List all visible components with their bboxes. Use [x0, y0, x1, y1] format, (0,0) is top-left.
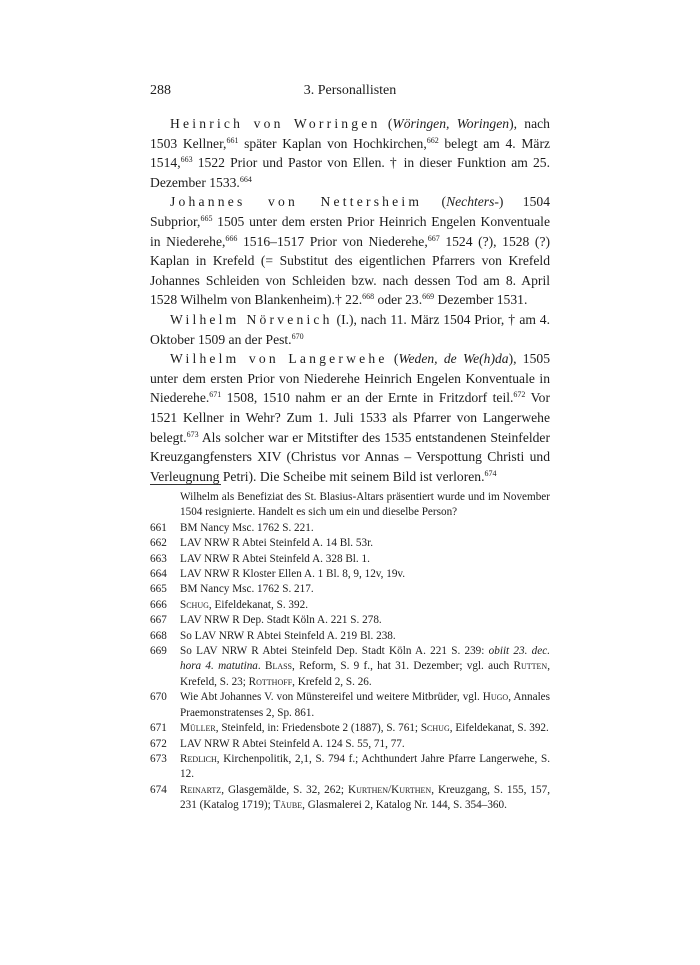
footnote-ref: 667	[427, 233, 440, 243]
footnote-672	[150, 737, 550, 752]
footnote-number: 673	[150, 752, 167, 765]
footnote-664	[150, 567, 550, 582]
footnote-number: 665	[150, 583, 167, 596]
footnote-674	[150, 783, 550, 814]
footnote-ref: 663	[180, 155, 193, 165]
entry-wilhelm-noervenich: Wilhelm Nörvenich (I.), nach 11. März 1504 Prior, † am 4. Oktober 1509 an der Pest.$^{670}$	[150, 311, 550, 347]
footnote-text: LAV NRW R Dep. Stadt Köln A. 221 S. 278.	[180, 614, 382, 627]
footnote-number: 664	[150, 568, 167, 581]
author-name: Redlich	[180, 752, 217, 765]
footnote-ref: 665	[200, 213, 213, 223]
footnote-665	[150, 582, 550, 597]
footnote-ref: 664	[239, 174, 252, 184]
footnote-text: BM Nancy Msc. 1762 S. 217.	[180, 583, 314, 596]
name-variant: Weden, de We(h)da	[398, 351, 509, 367]
footnote-661	[150, 521, 550, 536]
footnote-663	[150, 552, 550, 567]
running-title: 3. Personallisten	[303, 83, 397, 98]
footnote-continuation: Wilhelm als Benefiziat des St. Blasius-Altars präsentiert wurde und im November 1504 resignierte. Handelt es sich um ein und dieselbe Person?	[180, 491, 550, 519]
footnote-text: Schug, Eifeldekanat, S. 392.	[180, 598, 308, 611]
page-header	[150, 83, 550, 103]
author-name: Schug	[180, 598, 209, 611]
footnote-671	[150, 721, 550, 736]
person-name: Johannes von Nettersheim	[170, 194, 423, 210]
footnote-ref: 661	[226, 135, 239, 145]
footnote-ref: 666	[225, 233, 238, 243]
author-name: Rutten	[513, 660, 548, 673]
footnote-number: 661	[150, 521, 167, 534]
author-name: Schug	[420, 722, 450, 735]
footnote-669	[150, 644, 550, 690]
footnote-text: So LAV NRW R Abtei Steinfeld Dep. Stadt Köln A. 221 S. 239: obiit 23. dec. hora 4. matutina. Blass, Reform, S. 9 f., hat 31. Dezember; vgl. auch Rutten, Krefeld, S. 23; Rotthoff, Krefeld 2, S. 26.	[180, 645, 551, 688]
footnote-ref: 674	[484, 468, 497, 478]
person-name: Wilhelm von Langerwehe	[170, 351, 388, 367]
footnote-text: LAV NRW R Abtei Steinfeld A. 124 S. 55, 71, 77.	[180, 737, 405, 750]
footnote-ref: 662	[426, 135, 439, 145]
footnote-673	[150, 752, 550, 783]
entry-heinrich-von-worringen: Heinrich von Worringen (Wöringen, Woringen), nach 1503 Kellner,$^{661}$ später Kaplan von Hochkirchen,$^{662}$ belegt am 4. März 1514,$^{663}$ 1522 Prior und Pastor von Ellen. † in dieser Funktion am 25. Dezember 1533.$^{664}$	[150, 116, 550, 190]
footnote-670	[150, 690, 550, 721]
author-name: Täube	[273, 799, 303, 812]
author-name: Hugo	[482, 691, 509, 704]
footnote-number: 670	[150, 691, 167, 704]
name-variant: Wöringen, Woringen	[392, 116, 510, 131]
person-name: Wilhelm Nörvenich	[170, 311, 333, 327]
footnote-666	[150, 598, 550, 613]
footnote-text: Reinartz, Glasgemälde, S. 32, 262; Kurthen/Kurthen, Kreuzgang, S. 155, 157, 231 (Katalog 1719); Täube, Glasmalerei 2, Katalog Nr. 144, S. 354–360.	[180, 783, 550, 812]
footnote-text: LAV NRW R Kloster Ellen A. 1 Bl. 8, 9, 12v, 19v.	[180, 568, 406, 581]
name-variant: Nechters-	[446, 194, 499, 210]
footnote-ref: 672	[513, 390, 526, 400]
author-name: Kurthen/Kurthen	[348, 783, 432, 796]
author-name: Müller	[180, 722, 216, 735]
footnote-number: 671	[150, 722, 167, 735]
footnote-number: 672	[150, 737, 167, 750]
main-text	[150, 114, 550, 486]
footnote-text: Redlich, Kirchenpolitik, 2,1, S. 794 f.; Achthundert Jahre Pfarre Langerwehe, S. 12.	[180, 752, 550, 781]
footnote-ref: 670	[291, 331, 304, 341]
footnote-text: Wie Abt Johannes V. von Münstereifel und weitere Mitbrüder, vgl. Hugo, Annales Praemonstratenses 2, Sp. 861.	[180, 691, 550, 719]
footnote-ref: 668	[362, 292, 375, 302]
footnote-text: LAV NRW R Abtei Steinfeld A. 328 Bl. 1.	[180, 552, 370, 565]
footnote-number: 663	[150, 552, 167, 565]
footnote-number: 666	[150, 598, 167, 611]
footnote-668	[150, 629, 550, 644]
footnote-ref: 673	[186, 429, 199, 439]
author-name: Blass	[264, 660, 293, 673]
author-name: Rotthoff	[248, 675, 293, 688]
footnotes	[150, 490, 550, 814]
footnote-number: 668	[150, 629, 167, 642]
footnote-text: BM Nancy Msc. 1762 S. 221.	[180, 521, 314, 534]
footnote-667	[150, 613, 550, 628]
footnote-662	[150, 536, 550, 551]
entry-wilhelm-von-langerwehe: Wilhelm von Langerwehe (Weden, de We(h)da), 1505 unter dem ersten Prior von Niederehe Heinrich Engelen Konventuale in Niederehe.$^{671}$ 1508, 1510 nahm er an der Ernte in Fritzdorf teil.$^{672}$ Vor 1521 Kellner in Wehr? Zum 1. Juli 1533 als Pfarrer von Langerwehe belegt.$^{673}$ Als solcher war er Mitstifter des 1535 entstandenen Steinfelder Kreuzgangfensters XIV (Christus vor Annas – Verspottung Christi und Verleugnung Petri). Die Scheibe mit seinem Bild ist verloren.$^{674}$	[150, 351, 550, 484]
footnote-number: 674	[150, 783, 167, 796]
person-name: Heinrich von Worringen	[170, 116, 381, 131]
latin-quote: obiit 23. dec. hora 4. matutina	[180, 645, 550, 673]
footnote-number: 669	[150, 645, 167, 658]
footnote-number: 667	[150, 614, 167, 627]
footnote-divider	[150, 484, 221, 485]
footnote-number: 662	[150, 537, 167, 550]
author-name: Reinartz	[180, 783, 222, 796]
footnote-ref: 671	[209, 390, 222, 400]
footnote-text: LAV NRW R Abtei Steinfeld A. 14 Bl. 53r.	[180, 537, 373, 550]
footnote-text: Müller, Steinfeld, in: Friedensbote 2 (1887), S. 761; Schug, Eifeldekanat, S. 392.	[180, 722, 549, 735]
page-number: 288	[150, 83, 171, 98]
entry-johannes-von-nettersheim: Johannes von Nettersheim (Nechters-) 1504 Subprior,$^{665}$ 1505 unter dem ersten Prior Heinrich Engelen Konventuale in Niederehe,$^{666}$ 1516–1517 Prior von Niederehe,$^{667}$ 1524 (?), 1528 (?) Kaplan in Krefeld (= Substitut des eigentlichen Pfarrers von Krefeld Johannes Schleiden von Schleiden bzw. nach dessen Tod am 8. April 1528 Wilhelm von Blankenheim).† 22.$^{668}$ oder 23.$^{669}$ Dezember 1531.	[150, 194, 550, 308]
footnote-ref: 669	[422, 292, 435, 302]
footnote-text: So LAV NRW R Abtei Steinfeld A. 219 Bl. 238.	[180, 629, 396, 642]
